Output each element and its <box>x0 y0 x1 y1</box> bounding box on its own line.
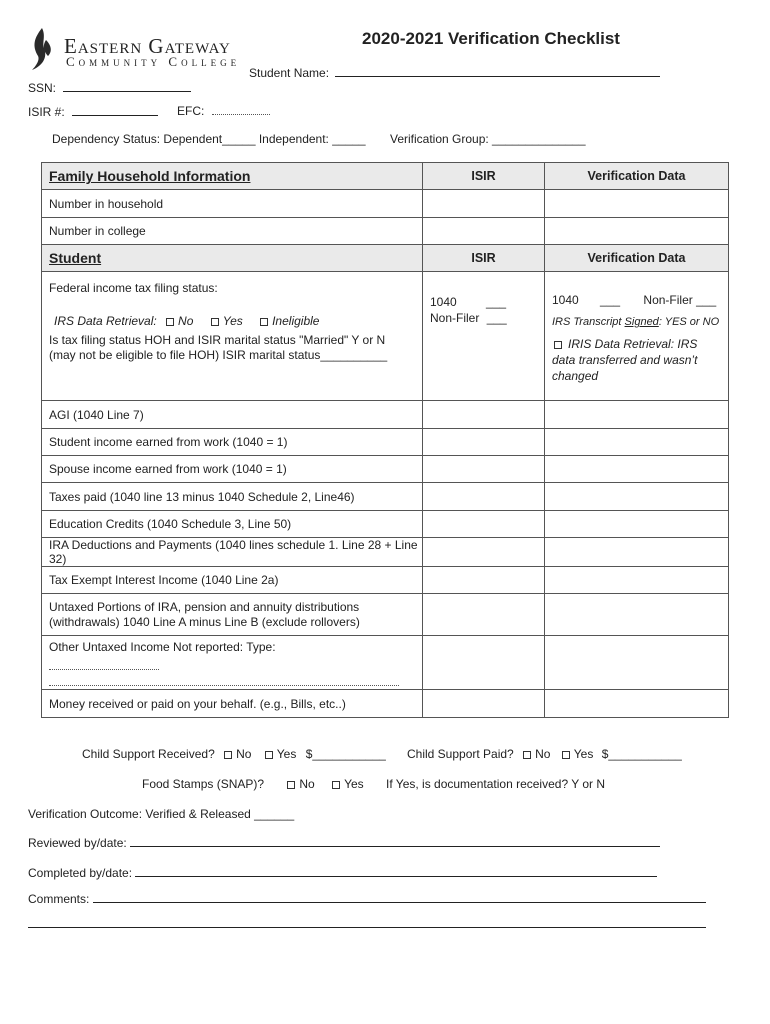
other-untaxed-cell <box>42 636 423 690</box>
row-label: Money received or paid on your behalf. (e.g., Bills, etc..) <box>42 690 423 718</box>
no-checkbox[interactable] <box>166 318 174 326</box>
csp-yes-label: Yes <box>573 747 594 761</box>
verification-cell[interactable] <box>545 401 729 429</box>
table-row <box>42 636 729 690</box>
snap-yes-label: Yes <box>344 777 364 791</box>
completed-line[interactable] <box>135 864 657 877</box>
table-row <box>42 190 729 218</box>
table-row <box>42 429 729 456</box>
row-label: Other Untaxed Income Not reported: Type: <box>49 640 276 654</box>
isir-cell[interactable] <box>423 483 545 511</box>
isir-cell[interactable] <box>423 401 545 429</box>
ver-nonfiler-label: Non-Filer ___ <box>643 293 717 307</box>
completed-label: Completed by/date: <box>28 866 133 880</box>
isir-cell[interactable] <box>423 538 545 567</box>
tax-verification-cell[interactable] <box>545 272 729 401</box>
student-header-row <box>42 245 729 272</box>
row-label: Tax Exempt Interest Income (1040 Line 2a) <box>42 567 423 594</box>
verification-group[interactable]: Verification Group: ______________ <box>390 132 586 146</box>
transcript-prefix: IRS Transcript <box>552 316 622 328</box>
student-name-label: Student Name: <box>249 66 330 80</box>
isir-nonfiler <box>430 311 507 325</box>
page-title: 2020-2021 Verification Checklist <box>362 29 620 48</box>
ssn-field[interactable] <box>28 79 191 95</box>
isir-cell[interactable] <box>423 567 545 594</box>
child-support-paid <box>407 747 682 761</box>
food-stamps-label: Food Stamps (SNAP)? <box>142 777 265 791</box>
isir-field[interactable] <box>28 103 158 119</box>
student-isir-header: ISIR <box>423 245 545 272</box>
verification-cell[interactable] <box>545 218 729 245</box>
child-support-received-label: Child Support Received? <box>82 747 215 761</box>
tax-isir-cell[interactable] <box>423 272 545 401</box>
tax-filing-cell <box>42 272 423 401</box>
isir-nonfiler-blank[interactable]: ___ <box>486 311 507 325</box>
isir-1040 <box>430 295 506 309</box>
table-row <box>42 567 729 594</box>
irs-retrieval-options <box>54 314 319 328</box>
type-line-2[interactable] <box>49 671 399 686</box>
student-section-header: Student <box>42 245 423 272</box>
verification-table <box>41 162 729 718</box>
efc-line[interactable] <box>212 103 270 115</box>
iris-checkbox[interactable] <box>554 341 562 349</box>
transcript-suffix: : YES or NO <box>658 316 720 328</box>
comments-line-2[interactable] <box>28 927 706 928</box>
documentation-question: If Yes, is documentation received? Y or N <box>386 777 606 791</box>
table-row <box>42 511 729 538</box>
isir-cell[interactable] <box>423 690 545 718</box>
family-header-row <box>42 163 729 190</box>
isir-1040-blank[interactable]: ___ <box>486 295 507 309</box>
table-row <box>42 218 729 245</box>
isir-nonfiler-label: Non-Filer <box>430 311 480 325</box>
isir-cell[interactable] <box>423 636 545 690</box>
family-isir-header: ISIR <box>423 163 545 190</box>
row-label: Number in college <box>42 218 423 245</box>
table-row <box>42 538 729 567</box>
completed-by[interactable] <box>28 864 657 880</box>
comments[interactable] <box>28 890 706 906</box>
verification-outcome[interactable]: Verification Outcome: Verified & Released ______ <box>28 807 295 821</box>
reviewed-label: Reviewed by/date: <box>28 836 127 850</box>
flame-logo-icon <box>28 26 56 72</box>
ssn-label: SSN: <box>28 81 57 95</box>
csp-amount[interactable]: $___________ <box>601 747 682 761</box>
efc-field[interactable] <box>177 103 270 118</box>
logo-line2: Community College <box>66 54 241 69</box>
csr-no-label: No <box>236 747 252 761</box>
csp-no-label: No <box>535 747 551 761</box>
no-label: No <box>178 314 194 328</box>
snap-yes-checkbox[interactable] <box>332 781 340 789</box>
csr-amount[interactable]: $___________ <box>305 747 386 761</box>
csp-no-checkbox[interactable] <box>523 751 531 759</box>
ver-1040-blank[interactable]: ___ <box>600 293 621 307</box>
row-label: Spouse income earned from work (1040 = 1) <box>42 456 423 483</box>
verification-cell[interactable] <box>545 511 729 538</box>
isir-line[interactable] <box>72 103 158 116</box>
verification-cell[interactable] <box>545 567 729 594</box>
row-label: Number in household <box>42 190 423 218</box>
yes-checkbox[interactable] <box>211 318 219 326</box>
family-section-header: Family Household Information <box>42 163 423 190</box>
comments-line[interactable] <box>93 890 706 903</box>
child-support-paid-label: Child Support Paid? <box>407 747 514 761</box>
ssn-line[interactable] <box>63 79 191 92</box>
isir-1040-label: 1040 <box>430 295 457 309</box>
verification-cell[interactable] <box>545 538 729 567</box>
row-label: Untaxed Portions of IRA, pension and annuity distributions (withdrawals) 1040 Line A minus Line B (exclude rollovers) <box>42 594 423 636</box>
irs-retrieval-label: IRS Data Retrieval: <box>54 314 157 328</box>
snap-no-label: No <box>299 777 315 791</box>
verification-cell[interactable] <box>545 456 729 483</box>
isir-cell[interactable] <box>423 429 545 456</box>
csp-yes-checkbox[interactable] <box>562 751 570 759</box>
row-label: Taxes paid (1040 line 13 minus 1040 Schedule 2, Line46) <box>42 483 423 511</box>
isir-cell[interactable] <box>423 190 545 218</box>
csr-yes-checkbox[interactable] <box>265 751 273 759</box>
row-label: AGI (1040 Line 7) <box>42 401 423 429</box>
type-line[interactable] <box>49 655 159 670</box>
table-row <box>42 456 729 483</box>
student-name-field[interactable] <box>249 64 660 80</box>
verification-cell[interactable] <box>545 190 729 218</box>
ineligible-label: Ineligible <box>272 314 320 328</box>
iris-note-text: IRIS Data Retrieval: IRS data transferred and wasn’t changed <box>552 337 698 383</box>
isir-cell[interactable] <box>423 594 545 636</box>
hoh-question: Is tax filing status HOH and ISIR marital status "Married" Y or N (may not be eligible to file HOH) ISIR marital status__________ <box>49 333 388 362</box>
yes-label: Yes <box>222 314 243 328</box>
table-row <box>42 690 729 718</box>
comments-label: Comments: <box>28 892 90 906</box>
snap-no-checkbox[interactable] <box>287 781 295 789</box>
iris-retrieval-note <box>552 336 720 384</box>
isir-cell[interactable] <box>423 511 545 538</box>
tax-filing-row <box>42 272 729 401</box>
student-verification-header: Verification Data <box>545 245 729 272</box>
table-row <box>42 483 729 511</box>
verification-cell[interactable] <box>545 594 729 636</box>
transcript-signed: Signed <box>624 316 659 328</box>
student-name-line[interactable] <box>335 64 660 77</box>
tax-filing-label: Federal income tax filing status: <box>49 281 218 295</box>
ver-1040-line <box>552 293 716 307</box>
row-label: IRA Deductions and Payments (1040 lines schedule 1. Line 28 + Line 32) <box>42 538 423 567</box>
ver-1040-label: 1040 <box>552 293 579 307</box>
ineligible-checkbox[interactable] <box>260 318 268 326</box>
isir-cell[interactable] <box>423 456 545 483</box>
irs-transcript-line <box>552 316 719 328</box>
row-label: Education Credits (1040 Schedule 3, Line 50) <box>42 511 423 538</box>
reviewed-by[interactable] <box>28 834 660 850</box>
verification-cell[interactable] <box>545 483 729 511</box>
table-row <box>42 401 729 429</box>
verification-cell[interactable] <box>545 429 729 456</box>
reviewed-line[interactable] <box>130 834 660 847</box>
dependency-status[interactable]: Dependency Status: Dependent_____ Independent: _____ <box>52 132 366 146</box>
isir-label: ISIR #: <box>28 105 65 119</box>
food-stamps <box>142 777 364 791</box>
row-label: Student income earned from work (1040 = 1) <box>42 429 423 456</box>
csr-yes-label: Yes <box>276 747 297 761</box>
logo-line1: Eastern Gateway <box>64 34 231 58</box>
verification-cell[interactable] <box>545 636 729 690</box>
table-row <box>42 594 729 636</box>
family-verification-header: Verification Data <box>545 163 729 190</box>
efc-label: EFC: <box>177 104 205 118</box>
child-support-received <box>82 747 386 761</box>
isir-cell[interactable] <box>423 218 545 245</box>
verification-cell[interactable] <box>545 690 729 718</box>
csr-no-checkbox[interactable] <box>224 751 232 759</box>
